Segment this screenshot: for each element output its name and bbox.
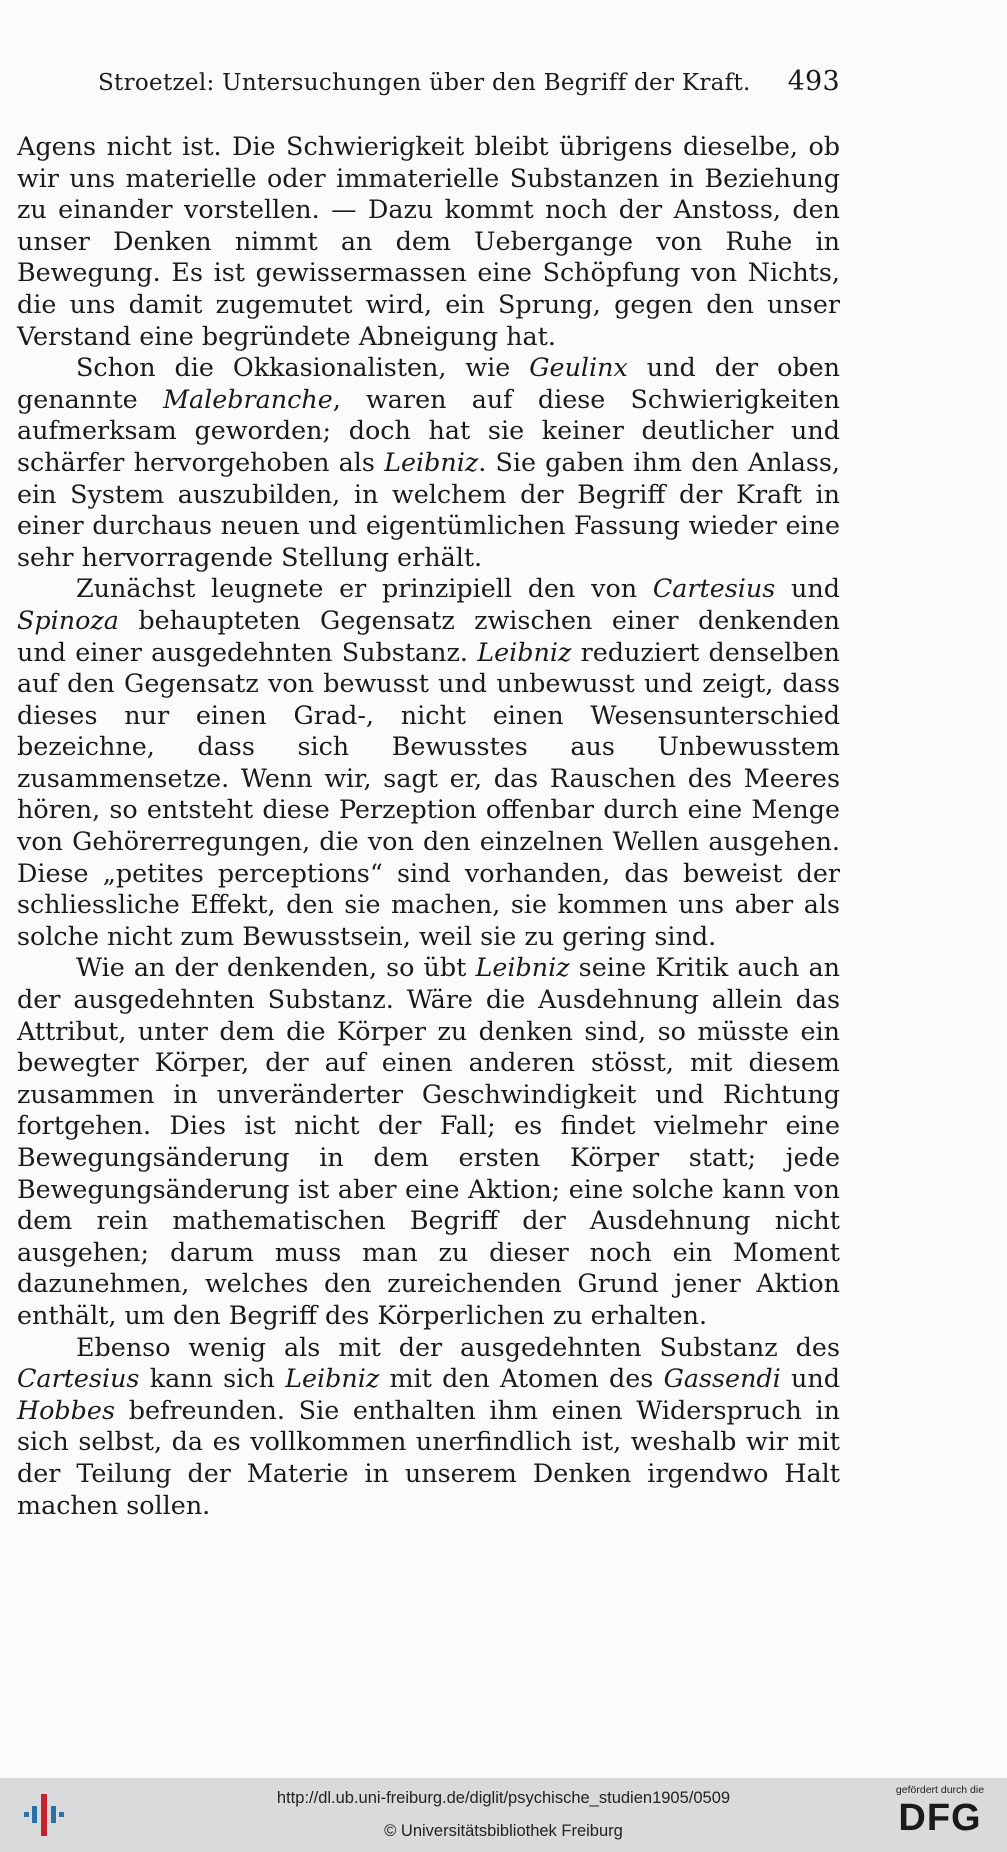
author-name: Leibniz bbox=[475, 952, 570, 983]
source-url[interactable]: http://dl.ub.uni-freiburg.de/diglit/psychische_studien1905/0509 bbox=[276, 1789, 731, 1807]
text-run: und bbox=[780, 1363, 840, 1394]
paragraph bbox=[17, 1332, 840, 1522]
dfg-logo: DFG bbox=[898, 1797, 982, 1839]
author-name: Cartesius bbox=[17, 1363, 140, 1394]
page-number: 493 bbox=[787, 66, 840, 97]
author-name: Geulinx bbox=[529, 352, 628, 383]
text-run: behaupteten Gegensatz zwischen einer denkenden und einer ausgedehnten Substanz. bbox=[17, 604, 840, 667]
text-run: , waren auf diese Schwierigkeiten aufmerksam geworden; doch hat sie keiner deutlicher und schärfer hervorgehoben als bbox=[17, 383, 841, 477]
body-text bbox=[17, 131, 840, 1521]
text-run: befreunden. Sie enthalten ihm einen Widerspruch in sich selbst, da es vollkommen unerfindlich ist, weshalb wir mit der Teilung der Materie in unserem Denken irgendwo Halt machen sollen. bbox=[17, 1394, 840, 1520]
author-name: Leibniz bbox=[384, 446, 479, 477]
text-run: seine Kritik auch an der ausgedehnten Substanz. Wäre die Ausdehnung allein das Attribut, unter dem die Körper zu denken sind, so müsste ein bewegter Körper, der auf einen anderen stösst, mit diesem zusammen in unveränderter Geschwindigkeit und Richtung fortgehen. Dies ist nicht der Fall; es findet vielmehr eine Bewegungsänderung in dem ersten Körper statt; jede Bewegungsänderung ist aber eine Aktion; eine solche kann von dem rein mathematischen Begriff der Ausdehnung nicht ausgehen; darum muss man zu dieser noch ein Moment dazunehmen, welches den zureichenden Grund jener Aktion enthält, um den Begriff des Körperlichen zu erhalten. bbox=[17, 952, 840, 1330]
author-name: Malebranche bbox=[162, 383, 333, 414]
text-run: Schon die Okkasionalisten, wie bbox=[76, 352, 530, 383]
text-run: kann sich bbox=[139, 1363, 286, 1394]
paragraph bbox=[17, 131, 840, 352]
author-name: Hobbes bbox=[17, 1394, 115, 1425]
text-run: Wie an der denkenden, so übt bbox=[76, 952, 476, 983]
dfg-caption: gefördert durch die bbox=[895, 1784, 985, 1796]
copyright-notice: © Universitätsbibliothek Freiburg bbox=[384, 1822, 623, 1840]
text-run: Zunächst leugnete er prinzipiell den von bbox=[76, 573, 653, 604]
running-header bbox=[98, 66, 840, 106]
text-run: . Sie gaben ihm den Anlass, ein System auszubilden, in welchem der Begriff der Kraft in einer durchaus neuen und eigentümlichen Fassung wieder eine sehr hervorragende Stellung erhält. bbox=[17, 446, 840, 572]
author-name: Spinoza bbox=[17, 604, 119, 635]
text-run: Agens nicht ist. Die Schwierigkeit bleibt übrigens dieselbe, ob wir uns materielle oder immaterielle Substanzen in Beziehung zu einander vorstellen. — Dazu kommt noch der Anstoss, den unser Denken nimmt an dem Uebergange von Ruhe in Bewegung. Es ist gewissermassen eine Schöpfung von Nichts, die uns damit zugemutet wird, ein Sprung, gegen den unser Verstand eine begründete Abneigung hat. bbox=[17, 131, 840, 351]
text-run: Ebenso wenig als mit der ausgedehnten Substanz des bbox=[76, 1331, 840, 1362]
text-run: und der oben genannte bbox=[17, 352, 840, 414]
running-title: Stroetzel: Untersuchungen über den Begriff der Kraft. bbox=[98, 70, 751, 96]
text-run: und bbox=[775, 573, 840, 604]
dfg-funding-badge bbox=[885, 1784, 995, 1848]
paragraph bbox=[17, 573, 840, 952]
author-name: Leibniz bbox=[285, 1363, 380, 1394]
paragraph bbox=[17, 952, 840, 1331]
author-name: Cartesius bbox=[652, 573, 776, 604]
text-run: reduziert denselben auf den Gegensatz von bewusst und unbewusst und zeigt, dass dieses nur einen Grad-, nicht einen Wesensunterschied bezeichne, dass sich Bewusstes aus Unbewusstem zusammensetze. Wenn wir, sagt er, das Rauschen des Meeres hören, so entsteht diese Perzeption offenbar durch eine Menge von Gehörerregungen, die von den einzelnen Wellen ausgehen. Diese „petites perceptions“ sind vorhanden, das beweist der schliessliche Effekt, den sie machen, sie kommen uns aber als solche nicht zum Bewusstsein, weil sie zu gering sind. bbox=[17, 636, 840, 951]
text-run: mit den Atomen des bbox=[379, 1363, 664, 1394]
author-name: Gassendi bbox=[663, 1363, 781, 1394]
paragraph bbox=[17, 352, 840, 573]
viewer-footer bbox=[0, 1778, 1007, 1852]
author-name: Leibniz bbox=[477, 636, 572, 667]
